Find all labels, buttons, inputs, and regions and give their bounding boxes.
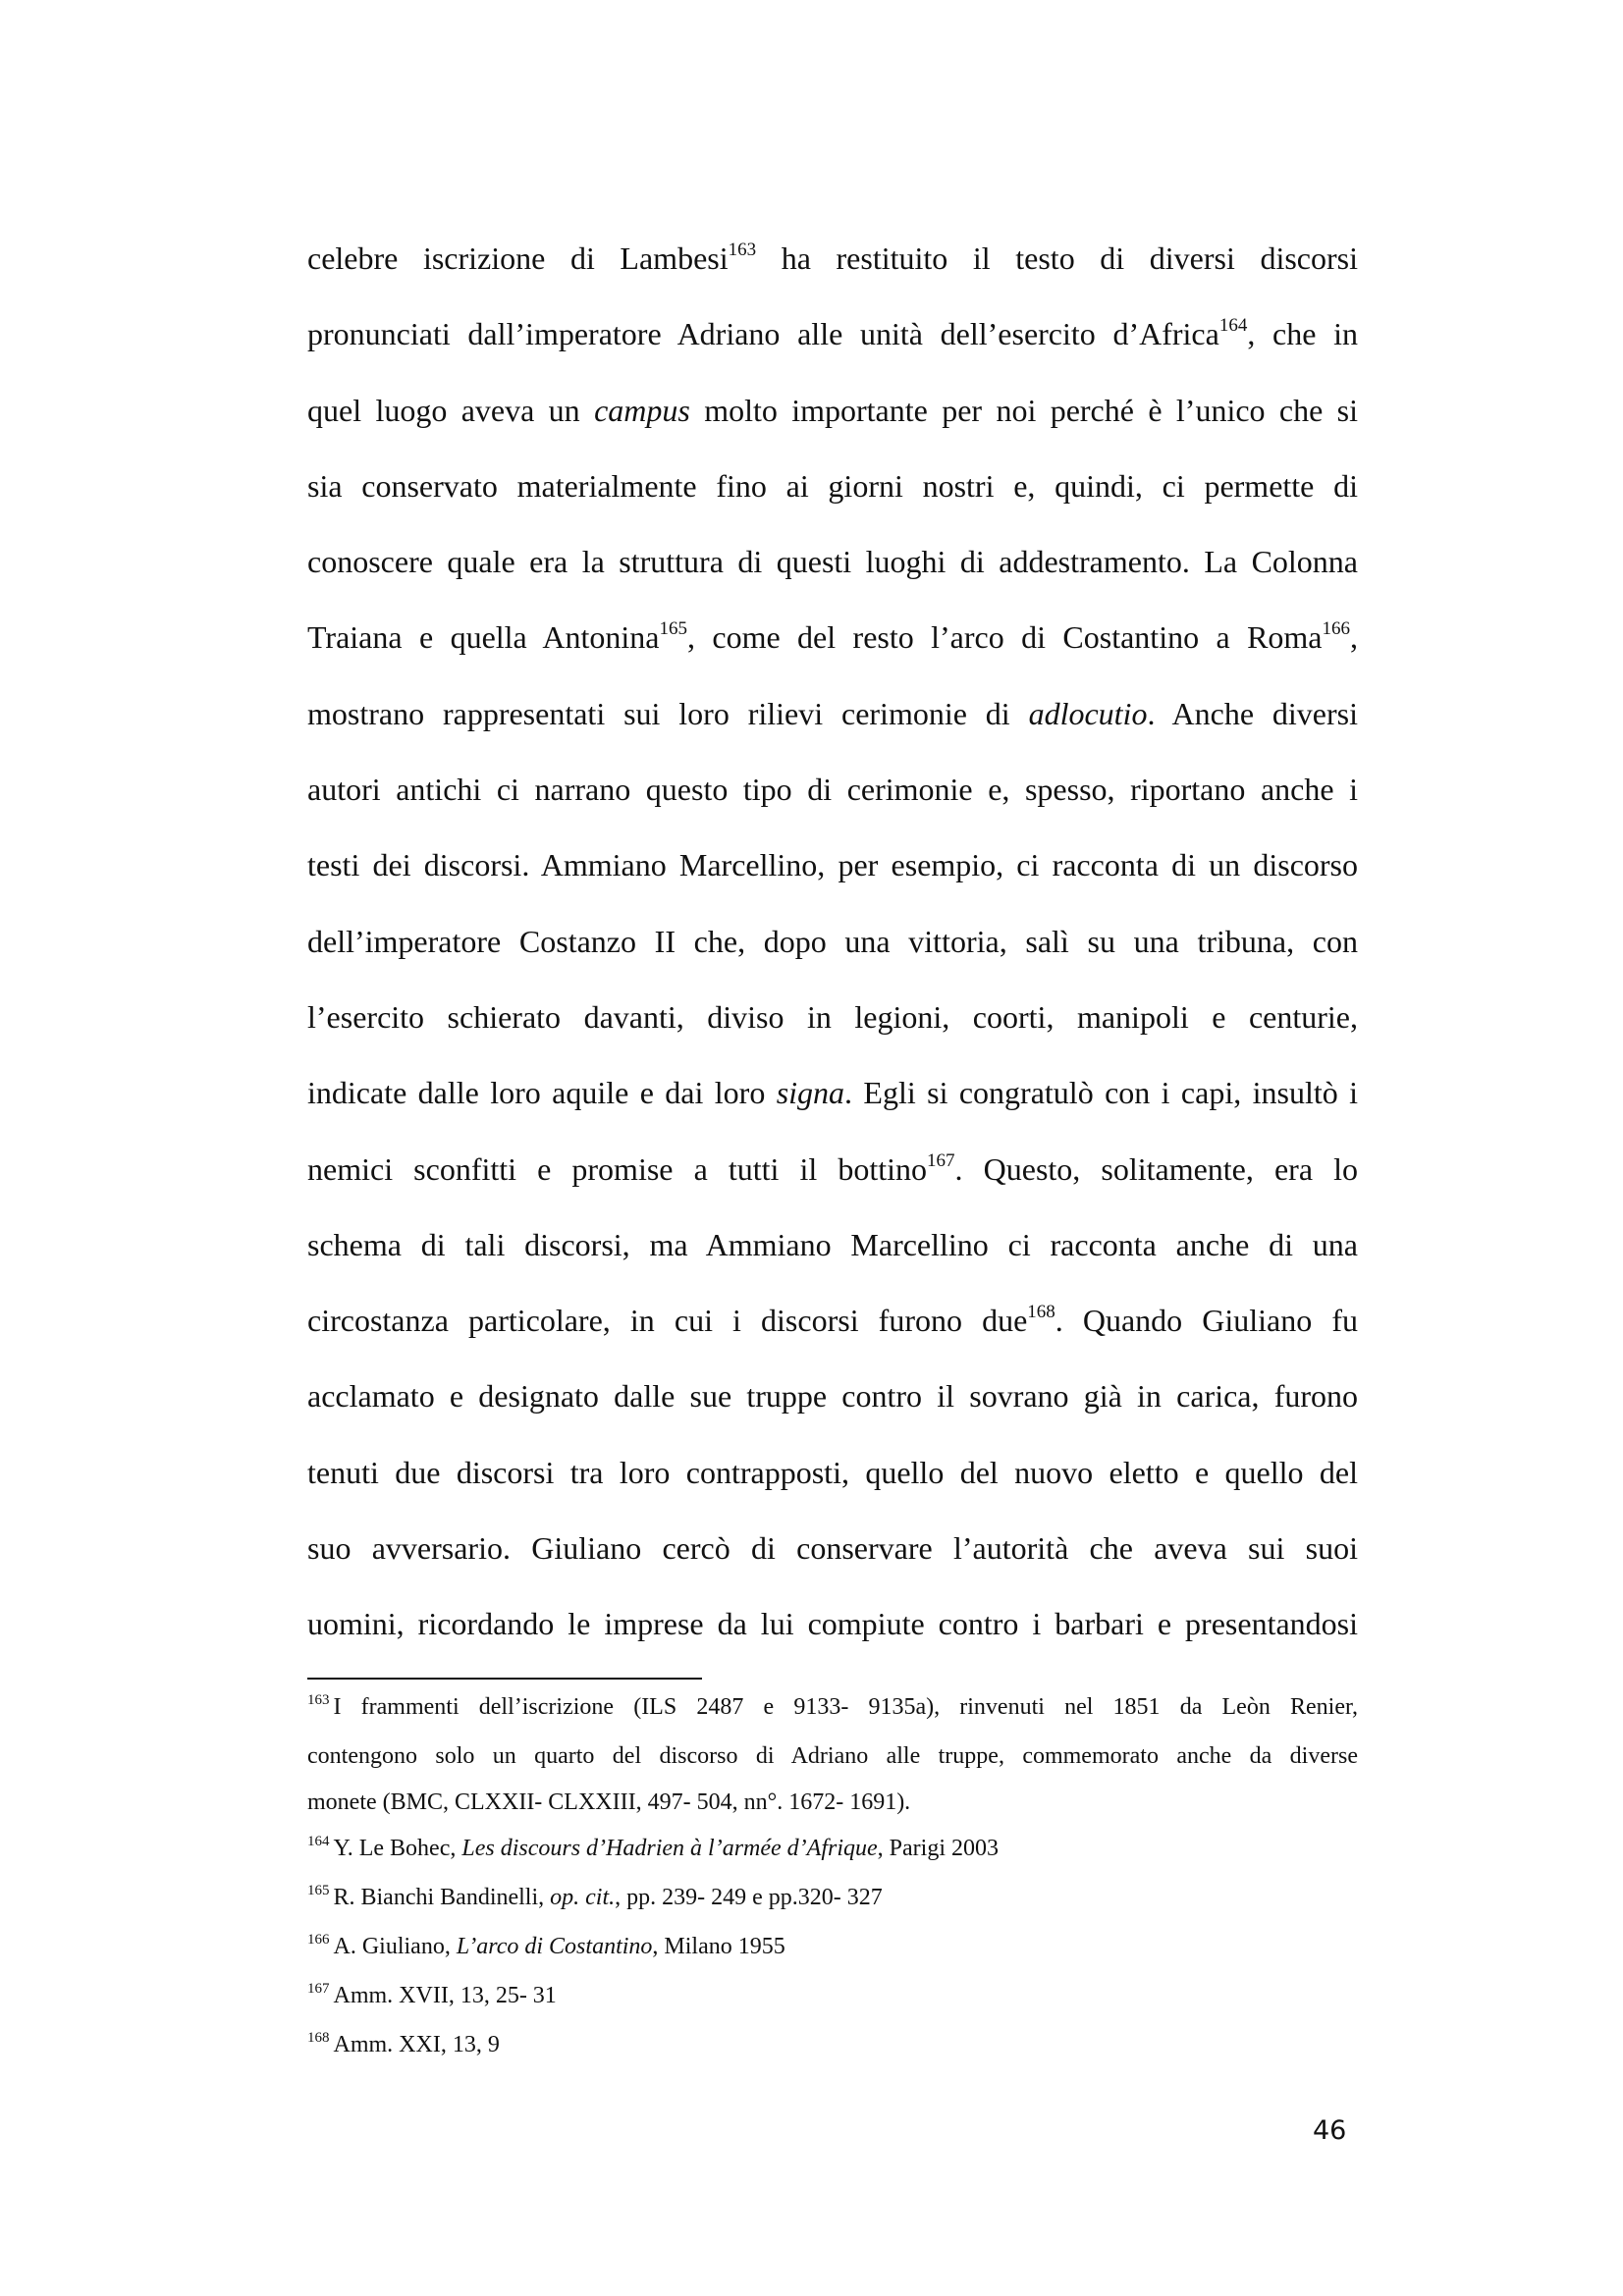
body-line-9: testi dei discorsi. Ammiano Marcellino, per esempio, ci racconta di un discorso	[307, 847, 1358, 883]
footnote-ref-167[interactable]: 167	[927, 1149, 955, 1171]
body-line-12: indicate dalle loro aquile e dai loro signa. Egli si congratulò con i capi, insultò i	[307, 1075, 1359, 1111]
body-line-8: autori antichi ci narrano questo tipo di cerimonie e, spesso, riportano anche i	[307, 772, 1358, 808]
footnote-163-cont: contengono solo un quarto del discorso di Adriano alle truppe, commemorato anche da diverse	[307, 1743, 1358, 1769]
body-line-1: celebre iscrizione di Lambesi$^{163}$ ha restituito il testo di diversi discorsi	[307, 240, 1359, 276]
body-line-4: sia conservato materialmente fino ai giorni nostri e, quindi, ci permette di	[307, 467, 1358, 504]
footnote-ref-164[interactable]: 164	[1218, 315, 1248, 337]
footnote-number: 168	[307, 2030, 330, 2046]
footnote-163: $^{163}$ I frammenti dell’iscrizione (ILS 2487 e 9133- 9135a), rinvenuti nel 1851 da Leòn Renier,	[307, 1692, 1358, 1720]
page-number: 46	[1313, 2115, 1347, 2146]
body-text	[307, 221, 1358, 1663]
footnotes	[307, 1684, 1358, 2071]
body-line-7: mostrano rappresentati sui loro rilievi cerimonie di adlocutio. Anche diversi	[307, 695, 1359, 731]
footnote-163-end: monete (BMC, CLXXII- CLXXIII, 497- 504, nn°. 1672- 1691).	[307, 1789, 911, 1815]
footnote-number: 166	[307, 1932, 330, 1948]
footnote-168: $^{168}$ Amm. XXI, 13, 9	[307, 2030, 500, 2057]
footnote-166: $^{166}$ A. Giuliano, L’arco di Costantino, Milano 1955	[307, 1932, 785, 1959]
footnote-number: 165	[307, 1883, 330, 1898]
body-line-14: schema di tali discorsi, ma Ammiano Marcellino ci racconta anche di una	[307, 1226, 1358, 1262]
footnote-number: 167	[307, 1981, 330, 1997]
body-line-6: Traiana e quella Antonina$^{165}$, come del resto l’arco di Costantino a Roma$^{166}$,	[307, 618, 1358, 656]
body-line-10: dell’imperatore Costanzo II che, dopo una vittoria, salì su una tribuna, con	[307, 923, 1358, 959]
footnote-164: $^{164}$ Y. Le Bohec, Les discours d’Hadrien à l’armée d’Afrique, Parigi 2003	[307, 1834, 999, 1861]
body-line-17: tenuti due discorsi tra loro contrapposti, quello del nuovo eletto e quello del	[307, 1454, 1358, 1490]
footnote-number: 163	[307, 1692, 330, 1708]
body-line-3: quel luogo aveva un campus molto importante per noi perché è l’unico che si	[307, 392, 1359, 428]
body-line-19: uomini, ricordando le imprese da lui compiute contro i barbari e presentandosi	[307, 1606, 1358, 1642]
footnote-165: $^{165}$ R. Bianchi Bandinelli, op. cit., pp. 239- 249 e pp.320- 327	[307, 1883, 883, 1910]
footnote-ref-163[interactable]: 163	[728, 240, 757, 260]
body-line-2: pronunciati dall’imperatore Adriano alle unità dell’esercito d’Africa$^{164}$, che in	[307, 315, 1359, 352]
body-line-5: conoscere quale era la struttura di questi luoghi di addestramento. La Colonna	[307, 544, 1358, 580]
body-line-16: acclamato e designato dalle sue truppe contro il sovrano già in carica, furono	[307, 1378, 1358, 1415]
footnote-ref-168[interactable]: 168	[1027, 1302, 1055, 1323]
body-line-15: circostanza particolare, in cui i discorsi furono due$^{168}$. Quando Giuliano fu	[307, 1302, 1359, 1339]
body-line-11: l’esercito schierato davanti, diviso in legioni, coorti, manipoli e centurie,	[307, 998, 1358, 1035]
footnote-ref-166[interactable]: 166	[1322, 618, 1350, 640]
footnote-number: 164	[307, 1834, 330, 1849]
footnote-ref-165[interactable]: 165	[659, 618, 687, 640]
body-line-13: nemici sconfitti e promise a tutti il bottino$^{167}$. Questo, solitamente, era lo	[307, 1149, 1359, 1187]
body-line-18: suo avversario. Giuliano cercò di conservare l’autorità che aveva sui suoi	[307, 1530, 1358, 1567]
footnote-167: $^{167}$ Amm. XVII, 13, 25- 31	[307, 1981, 557, 2008]
footnote-separator	[307, 1678, 702, 1680]
